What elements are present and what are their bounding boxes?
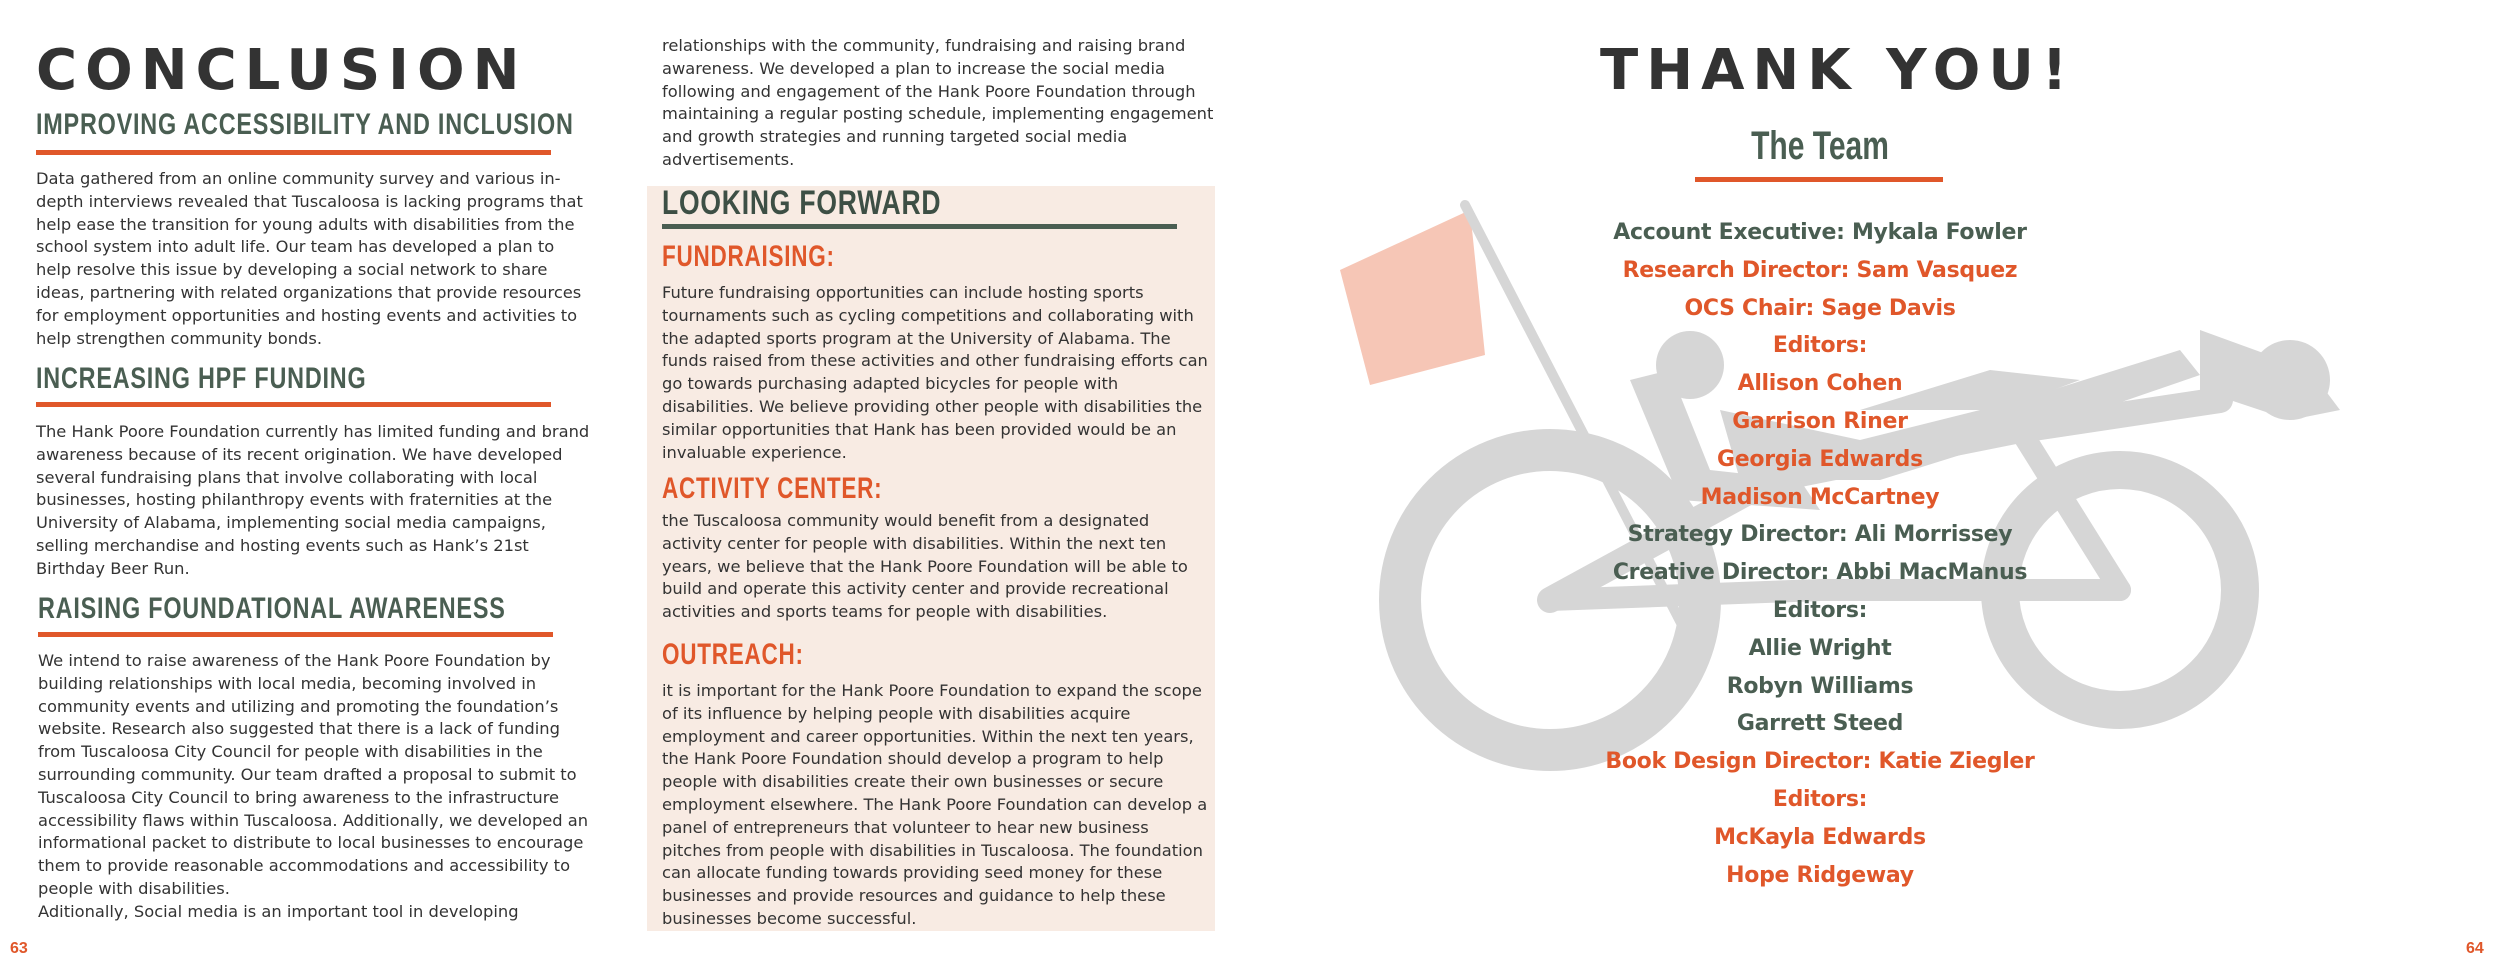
thank-you-title: THANK YOU! xyxy=(1600,38,2076,103)
section-divider xyxy=(38,632,553,637)
team-member-line: Editors: xyxy=(1772,598,1868,623)
team-subtitle: The Team xyxy=(1751,124,1889,168)
flag-icon xyxy=(1340,210,1485,385)
page-title: CONCLUSION xyxy=(36,38,528,103)
team-member-line: OCS Chair: Sage Davis xyxy=(1684,295,1956,321)
body-activity-center: the Tuscaloosa community would benefit from a designated activity center for people with disabilities. Within the next ten years, we believe that the Hank Poore Foundation will be able to build and operate this activity center and provide recreational activities and sports teams for people with disabilities. xyxy=(662,511,1188,622)
team-member-line: Allie Wright xyxy=(1748,635,1892,661)
body-fundraising: Future fundraising opportunities can include hosting sports tournaments such as cycling competitions and collaborating with the adapted sports program at the University of Alabama. The funds raised from these activities and other fundraising efforts can go towards purchasing adapted bicycles for people with disabilities. We believe providing other people with disabilities the similar opportunities that Hank has been provided would be an invaluable experience. xyxy=(662,283,1208,462)
team-member-line: Research Director: Sam Vasquez xyxy=(1622,257,2018,283)
section-divider xyxy=(36,150,551,155)
team-member-line: Georgia Edwards xyxy=(1717,446,1923,472)
team-divider xyxy=(1695,177,1943,182)
section-body-funding: The Hank Poore Foundation currently has limited funding and brand awareness because of its recent origination. We have developed several fundraising plans that involve collaborating with local businesses, hosting philanthropy events with fraternities at the University of Alabama, implementing social media campaigns, selling merchandise and hosting events such as Hank’s 21st Birthday Beer Run. xyxy=(36,422,590,578)
section-body-awareness: We intend to raise awareness of the Hank Poore Foundation by building relationships with local media, becoming involved in community events and utilizing and promoting the foundation’s website. Research also suggested that there is a lack of funding from Tuscaloosa City Council for people with disabilities in the surrounding community. Our team drafted a proposal to submit to Tuscaloosa City Council to bring awareness to the infrastructure accessibility flaws within Tuscaloosa. Additionally, we developed an informational packet to distribute to local businesses to encourage them to provide reasonable accommodations and accessibility to people with disabilities. xyxy=(38,651,589,898)
team-member-line: Madison McCartney xyxy=(1700,484,1940,510)
team-member-line: Garrison Riner xyxy=(1732,409,1908,434)
page-number-left: 63 xyxy=(10,940,28,957)
subheading-outreach: OUTREACH: xyxy=(662,638,804,671)
team-member-line: Account Executive: Mykala Fowler xyxy=(1613,220,2027,245)
section-body-awareness-continued: Aditionally, Social media is an important tool in developing xyxy=(38,902,519,921)
page-number-right: 64 xyxy=(2466,940,2484,957)
continued-text: relationships with the community, fundraising and raising brand awareness. We developed a plan to increase the social media following and engagement of the Hank Poore Foundation through maintaining a regular posting schedule, implementing engagement and growth strategies and running targeted social media advertisements. xyxy=(662,36,1214,169)
team-member-line: Strategy Director: Ali Morrissey xyxy=(1627,522,2013,548)
team-member-line: McKayla Edwards xyxy=(1714,824,1926,850)
subheading-fundraising: FUNDRAISING: xyxy=(662,240,835,273)
looking-forward-heading: LOOKING FORWARD xyxy=(662,184,942,222)
section-heading-funding: INCREASING HPF FUNDING xyxy=(36,362,367,395)
section-heading-accessibility: IMPROVING ACCESSIBILITY AND INCLUSION xyxy=(36,108,574,141)
team-member-line: Book Design Director: Katie Ziegler xyxy=(1605,749,2035,775)
section-divider xyxy=(36,402,551,407)
looking-forward-divider xyxy=(662,224,1177,229)
section-heading-awareness: RAISING FOUNDATIONAL AWARENESS xyxy=(38,592,506,625)
body-outreach: it is important for the Hank Poore Foundation to expand the scope of its influence by helping people with disabilities acquire employment and career opportunities. Within the next ten years, the Hank Poore Foundation should develop a program to help people with disabilities create their own businesses or secure employment elsewhere. The Hank Poore Foundation can develop a panel of entrepreneurs that volunteer to hear new business pitches from people with disabilities in Tuscaloosa. The foundation can allocate funding towards providing seed money for these businesses and provide resources and guidance to help these businesses become successful. xyxy=(662,681,1208,928)
team-member-line: Editors: xyxy=(1772,333,1868,359)
team-member-line: Robyn Williams xyxy=(1726,673,1914,699)
team-member-line: Creative Director: Abbi MacManus xyxy=(1612,560,2028,586)
team-member-line: Garrett Steed xyxy=(1736,711,1904,737)
team-member-line: Editors: xyxy=(1772,787,1868,812)
team-member-line: Hope Ridgeway xyxy=(1726,862,1914,888)
section-body-accessibility: Data gathered from an online community survey and various in-depth interviews revealed that Tuscaloosa is lacking programs that help ease the transition for young adults with disabilities from the school system into adult life. Our team has developed a plan to help resolve this issue by developing a social network to share ideas, partnering with related organizations that provide resources for employment opportunities and hosting events and activities to help strengthen community bonds. xyxy=(36,169,583,348)
team-member-line: Allison Cohen xyxy=(1737,371,1903,397)
subheading-activity-center: ACTIVITY CENTER: xyxy=(662,472,883,505)
